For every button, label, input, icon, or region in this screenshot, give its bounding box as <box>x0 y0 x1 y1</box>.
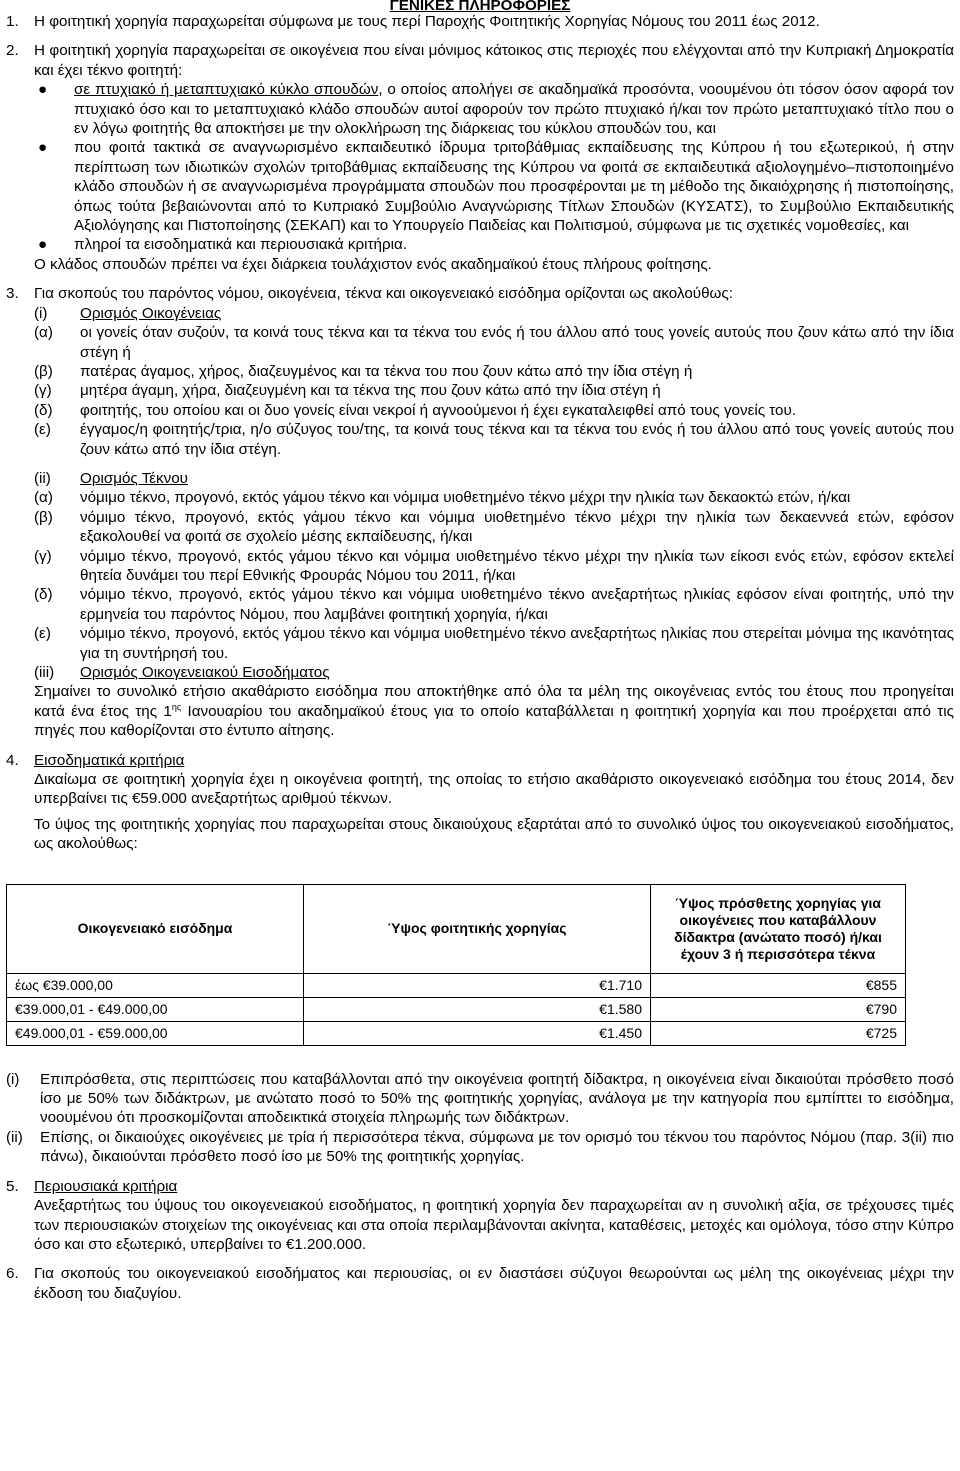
property-criteria-text: Ανεξαρτήτως του ύψους του οικογενειακού εισοδήματος, η φοιτητική χορηγία δεν παραχωρείται αν η συνολική αξία, σε τρέχουσες τιμές των περιουσιακών στοιχείων της οικογένειας και στα οποία περιλαμβάνονται ακίνητα, καταθέσεις, μετοχές και ομόλογα, τόσο στην Κύπρο όσο και στο εξωτερικό, υπερβαίνει το €1.200.000. <box>34 1197 954 1253</box>
section-3-body <box>34 284 954 740</box>
section-2-text: Η φοιτητική χορηγία παραχωρείται σε οικογένεια που είναι μόνιμος κάτοικος στις περιοχές που ελέγχονται από την Κυπριακή Δημοκρατία και έχει τέκνο φοιτητή: <box>34 42 954 79</box>
bullet-text: που φοιτά τακτικά σε αναγνωρισμένο εκπαιδευτικό ίδρυμα τριτοβάθμιας εκπαίδευσης της Κύπρου ή του εξωτερικού, ή στην περίπτωση των ιδιωτικών σχολών τριτοβάθμιας εκπαίδευσης της Κύπρου να φοιτά σε εκπαιδευτικά αξιολογημένο–πιστοποιημένο κλάδο σπουδών ή σε αναγνωρισμένα προγράμματα σπουδών που προσφέρονται με τη μέθοδο της δικαιόχρησης ή πιστοποίησης, όπως τούτα βεβαιώνονται από το Κυπριακό Συμβούλιο Αναγνώρισης Τίτλων Σπουδών (ΚΥΣΑΤΣ), το Συμβούλιο Εκπαιδευτικής Αξιολόγησης και Πιστοποίησης (ΣΕΚΑΠ) και το Υπουργείο Παιδείας και Πολιτισμού, σύμφωνα με τις σχετικές νομοθεσίες, και <box>74 139 954 235</box>
section-2-note: Ο κλάδος σπουδών πρέπει να έχει διάρκεια τουλάχιστον ενός ακαδημαϊκού έτους πλήρους φοίτησης. <box>34 255 712 273</box>
bullet-icon: ● <box>38 81 48 99</box>
bullet-text: , ο οποίος απολήγει σε ακαδημαϊκά προσόντα, νοουμένου ότι τόσον όσον αφορά τον πτυχιακό όσο και το μεταπτυχιακό κλάδο σπουδών αυτοί αφορούν τον πρώτο πτυχιακό ή/και τον πρώτο μεταπτυχιακό τίτλο που ο εν λόγω φοιτητής θα αποκτήσει με την ολοκλήρωση της διάρκειας του κύκλου σπουδών του, και <box>74 81 954 138</box>
income-definition-text: Σημαίνει το συνολικό ετήσιο ακαθάριστο εισόδημα που αποκτήθηκε από όλα τα μέλη της οικογένειας εντός του έτους που προηγείται κατά ένα έτος της $1^{\eta\varsigma}$ Ιανουαρίου του ακαδημαϊκού έτους για το οποίο καταβάλλεται η φοιτητική χορηγία και που προέρχεται από τις πηγές που καθορίζονται στο έντυπο αίτησης. <box>34 683 954 740</box>
income-criteria-text: Δικαίωμα σε φοιτητική χορηγία έχει η οικογένεια φοιτητή, της οποίας το ετήσιο ακαθάριστο οικογενειακό εισόδημα του έτους 2014, δεν υπερβαίνει τις €59.000 ανεξαρτήτως αριθμού τέκνων. <box>34 771 954 808</box>
section-number: 1. <box>6 13 19 30</box>
list-item: (δ) νόμιμο τέκνο, προγονό, εκτός γάμου τέκνο και νόμιμα υιοθετημένο τέκνο ανεξαρτήτως ηλικίας εφόσον είναι φοιτητής, υπό την ερμηνεία του παρόντος Νόμου, που λαμβάνει φοιτητική χορηγία, ή/και <box>34 586 954 623</box>
section-6 <box>0 1264 960 1303</box>
bullet-item <box>34 235 954 254</box>
section-number: 5. <box>6 1177 19 1195</box>
income-table <box>6 884 906 1046</box>
definition-heading: (ii) Ορισμός Τέκνου <box>34 469 954 488</box>
bullet-icon: ● <box>38 139 48 157</box>
table-header-row <box>7 884 906 973</box>
list-item: (ε) νόμιμο τέκνο, προγονό, εκτός γάμου τέκνο και νόμιμα υιοθετημένο τέκνο ανεξαρτήτως ηλικίας που στερείται μόνιμα της ικανότητας για τη συντήρησή του. <box>34 625 954 662</box>
section-number: 4. <box>6 751 19 769</box>
child-definition-heading: Ορισμός Τέκνου <box>80 469 188 487</box>
list-item: (γ) νόμιμο τέκνο, προγονό, εκτός γάμου τέκνο και νόμιμα υιοθετημένο τέκνο μέχρι την ηλικία των είκοσι ενός ετών, εφόσον εκτελεί θητεία δυνάμει του περί Εθνικής Φρουράς Νόμου του 2011, ή/και <box>34 547 954 584</box>
table-row: €49.000,01 - €59.000,00 €1.450 €725 <box>7 1021 906 1045</box>
column-header: Οικογενειακό εισόδημα <box>7 884 304 973</box>
section-number: 2. <box>6 42 19 60</box>
property-criteria-heading: Περιουσιακά κριτήρια <box>34 1177 178 1195</box>
section-4 <box>0 751 960 854</box>
section-5-body <box>34 1177 954 1255</box>
section-1-text: Η φοιτητική χορηγία παραχωρείται σύμφωνα με τους περί Παροχής Φοιτητικής Χορηγίας Νόμους του 2011 έως 2012. <box>34 13 820 30</box>
section-3 <box>0 284 960 740</box>
document-title: ΓΕΝΙΚΕΣ ΠΛΗΡΟΦΟΡΙΕΣ <box>389 0 571 12</box>
definition-heading: (iii) Ορισμός Οικογενειακού Εισοδήματος <box>34 663 954 682</box>
bullet-item <box>34 138 954 235</box>
income-criteria-heading: Εισοδηματικά κριτήρια <box>34 751 185 769</box>
bullet-item <box>34 80 954 138</box>
list-item: (α) οι γονείς όταν συζούν, τα κοινά τους τέκνα και τα τέκνα του ενός ή του άλλου από τους γονείς αυτούς που ζουν κάτω από την ίδια στέγη ή <box>34 324 954 361</box>
section-number: 3. <box>6 285 19 303</box>
list-item: (β) νόμιμο τέκνο, προγονό, εκτός γάμου τέκνο και νόμιμα υιοθετημένο τέκνο μέχρι την ηλικία των δεκαεννεά ετών, εφόσον εξακολουθεί να φοιτά σε σχολείο μέσης εκπαίδευσης, ή/και <box>34 508 954 546</box>
income-definition-heading: Ορισμός Οικογενειακού Εισοδήματος <box>80 664 330 681</box>
column-header: Ύψος πρόσθετης χορηγίας για οικογένειες που καταβάλλουν δίδακτρα (ανώτατο ποσό) ή/και έχουν 3 ή περισσότερα τέκνα <box>651 884 906 973</box>
table-row: έως €39.000,00 €1.710 €855 <box>7 973 906 997</box>
section-number: 6. <box>6 1265 19 1283</box>
section-1 <box>0 12 960 31</box>
family-definition-heading: Ορισμός Οικογένειας <box>80 304 222 322</box>
section-5 <box>0 1177 960 1255</box>
bullet-text: πληροί τα εισοδηματικά και περιουσιακά κριτήρια. <box>74 236 407 254</box>
note-item: (i) Επιπρόσθετα, στις περιπτώσεις που καταβάλλονται από την οικογένεια φοιτητή δίδακτρα, η οικογένεια είναι δικαιούται πρόσθετο ποσό ίσο με 50% των διδάκτρων, με ανώτατο ποσό το 50% της φοιτητικής χορηγίας, ανάλογα με την κατηγορία που εμπίπτει το εισόδημα, νοουμένου ότι προσκομίζονται αποδεικτικά στοιχεία πληρωμής των διδάκτρων. <box>6 1070 954 1127</box>
definition-heading: (i) Ορισμός Οικογένειας <box>34 304 954 323</box>
bullet-icon: ● <box>38 236 48 254</box>
section-3-intro: Για σκοπούς του παρόντος νόμου, οικογένεια, τέκνα και οικογενειακό εισόδημα ορίζονται ως ακολούθως: <box>34 285 733 303</box>
income-criteria-text-2: Το ύψος της φοιτητικής χορηγίας που παραχωρείται στους δικαιούχους εξαρτάται από το συνολικό ύψος του οικογενειακού εισοδήματος, ως ακολούθως: <box>34 815 954 853</box>
section-4-notes <box>0 1070 960 1167</box>
section-4-body <box>34 751 954 854</box>
list-item: (δ) φοιτητής, του οποίου και οι δυο γονείς είναι νεκροί ή αγνοούμενοι ή έχει εγκαταλειφθεί από τους γονείς του. <box>34 401 797 419</box>
list-item: (α) νόμιμο τέκνο, προγονό, εκτός γάμου τέκνο και νόμιμα υιοθετημένο τέκνο μέχρι την ηλικία των δεκαοκτώ ετών, ή/και <box>34 489 851 507</box>
section-6-text: Για σκοπούς του οικογενειακού εισοδήματος και περιουσίας, οι εν διαστάσει σύζυγοι θεωρούνται ως μέλη της οικογένειας μέχρι την έκδοση του διαζυγίου. <box>34 1265 954 1302</box>
list-item: (γ) μητέρα άγαμη, χήρα, διαζευγμένη και τα τέκνα της που ζουν κάτω από την ίδια στέγη ή <box>34 382 661 400</box>
section-2-body <box>34 41 954 274</box>
note-item: (ii) Επίσης, οι δικαιούχες οικογένειες με τρία ή περισσότερα τέκνα, σύμφωνα με τον ορισμό του τέκνου του παρόντος Νόμου (παρ. 3(ii) πιο πάνω), δικαιούνται πρόσθετο ποσό ίσο με 50% της φοιτητικής χορηγίας. <box>6 1128 954 1166</box>
list-item: (ε) έγγαμος/η φοιτητής/τρια, η/ο σύζυγος του/της, τα κοινά τους τέκνα και τα τέκνα του ενός ή του άλλου από τους γονείς αυτούς που ζουν κάτω από την ίδια στέγη. <box>34 421 954 458</box>
bullet-underlined-text: σε πτυχιακό ή μεταπτυχιακό κύκλο σπουδών <box>74 81 379 99</box>
column-header: Ύψος φοιτητικής χορηγίας <box>304 884 651 973</box>
list-item: (β) πατέρας άγαμος, χήρος, διαζευγμένος και τα τέκνα του που ζουν κάτω από την ίδια στέγη ή <box>34 362 693 380</box>
section-2 <box>0 41 960 274</box>
table-row: €39.000,01 - €49.000,00 €1.580 €790 <box>7 997 906 1021</box>
